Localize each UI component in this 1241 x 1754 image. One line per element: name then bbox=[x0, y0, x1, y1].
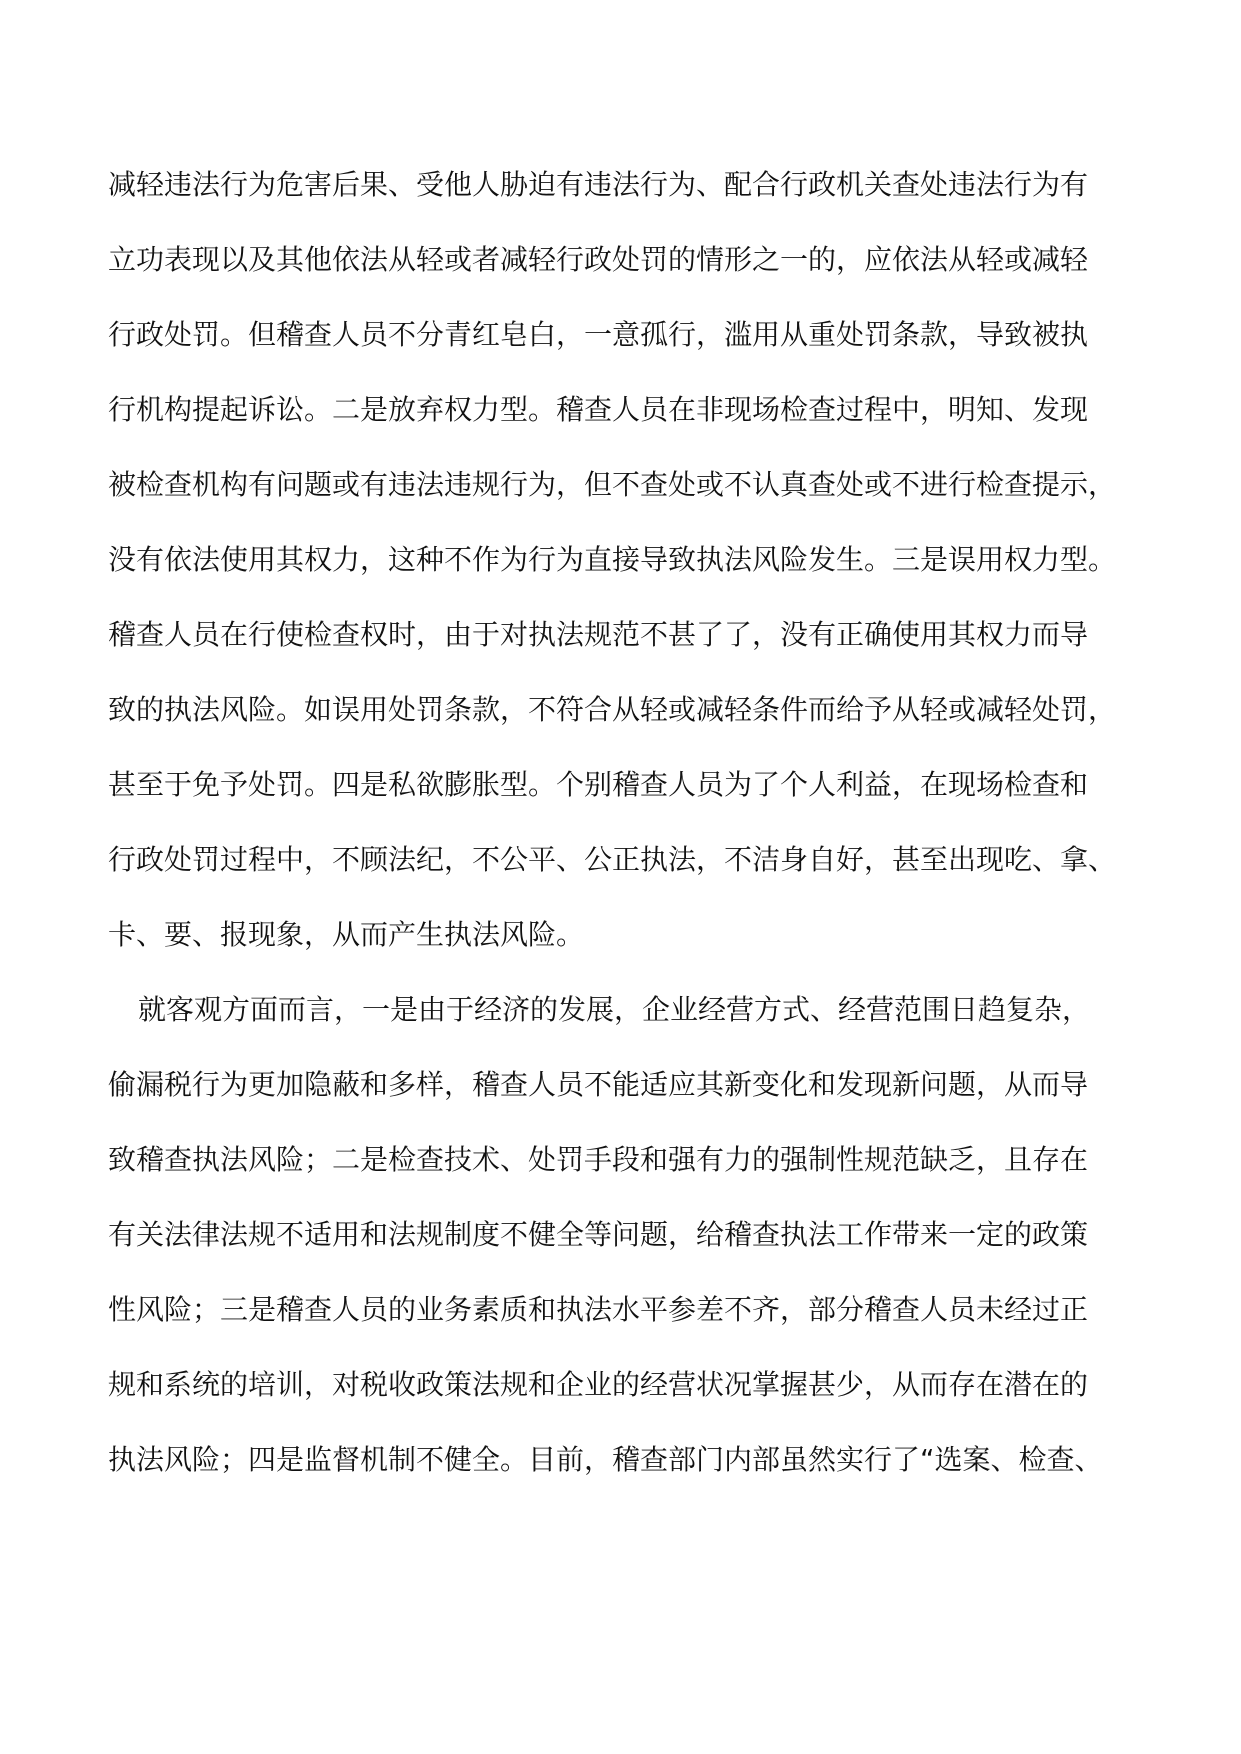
text-line: 立功表现以及其他依法从轻或者减轻行政处罚的情形之一的，应依法从轻或减轻 bbox=[108, 243, 1089, 276]
text-line: 致稽查执法风险；二是检查技术、处罚手段和强有力的强制性规范缺乏，且存在 bbox=[108, 1143, 1089, 1176]
text-line: 有关法律法规不适用和法规制度不健全等问题，给稽查执法工作带来一定的政策 bbox=[108, 1218, 1089, 1251]
text-line: 致的执法风险。如误用处罚条款，不符合从轻或减轻条件而给予从轻或减轻处罚， bbox=[108, 693, 1117, 726]
text-line: 性风险；三是稽查人员的业务素质和执法水平参差不齐，部分稽查人员未经过正 bbox=[108, 1293, 1089, 1326]
text-line: 卡、要、报现象，从而产生执法风险。 bbox=[108, 918, 585, 951]
text-line: 行政处罚。但稽查人员不分青红皂白，一意孤行，滥用从重处罚条款，导致被执 bbox=[108, 318, 1089, 351]
text-line: 行机构提起诉讼。二是放弃权力型。稽查人员在非现场检查过程中，明知、发现 bbox=[108, 393, 1089, 426]
text-line: 行政处罚过程中，不顾法纪，不公平、公正执法，不洁身自好，甚至出现吃、拿、 bbox=[108, 843, 1117, 876]
text-line: 规和系统的培训，对税收政策法规和企业的经营状况掌握甚少，从而存在潜在的 bbox=[108, 1368, 1089, 1401]
text-line: 没有依法使用其权力，这种不作为行为直接导致执法风险发生。三是误用权力型。 bbox=[108, 543, 1117, 576]
text-line: 稽查人员在行使检查权时，由于对执法规范不甚了了，没有正确使用其权力而导 bbox=[108, 618, 1089, 651]
text-line: 被检查机构有问题或有违法违规行为，但不查处或不认真查处或不进行检查提示， bbox=[108, 468, 1117, 501]
text-line: 甚至于免予处罚。四是私欲膨胀型。个别稽查人员为了个人利益，在现场检查和 bbox=[108, 768, 1089, 801]
text-line: 减轻违法行为危害后果、受他人胁迫有违法行为、配合行政机关查处违法行为有 bbox=[108, 168, 1089, 201]
text-line: 执法风险；四是监督机制不健全。目前，稽查部门内部虽然实行了“选案、检查、 bbox=[108, 1443, 1103, 1476]
paragraph-start-line: 就客观方面而言，一是由于经济的发展，企业经营方式、经营范围日趋复杂， bbox=[138, 993, 1091, 1026]
text-line: 偷漏税行为更加隐蔽和多样，稽查人员不能适应其新变化和发现新问题，从而导 bbox=[108, 1068, 1089, 1101]
body-text bbox=[108, 162, 1148, 1512]
